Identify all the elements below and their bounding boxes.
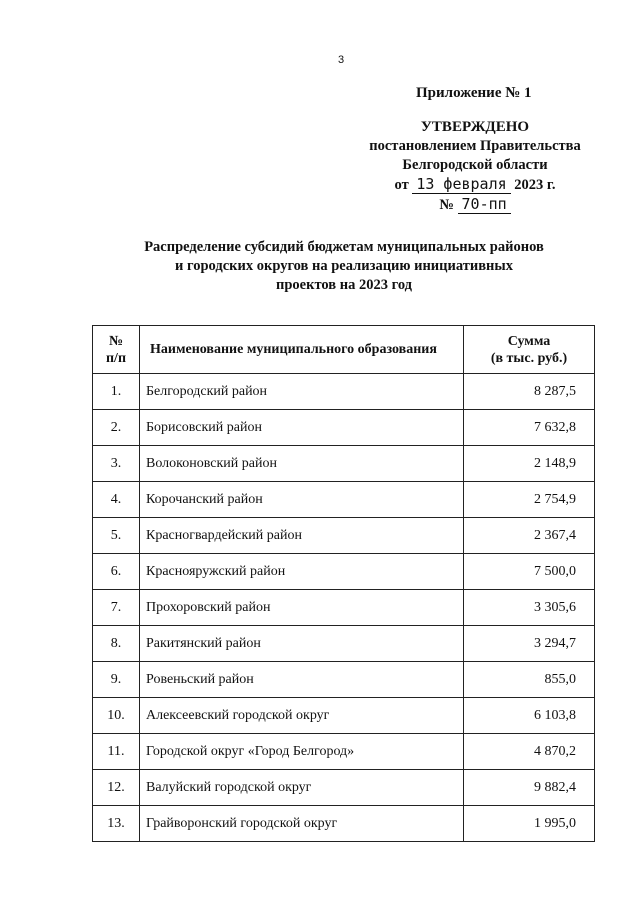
table-row (93, 518, 595, 554)
approval-date (360, 175, 590, 195)
table-row (93, 410, 595, 446)
approval-date-handwritten: 13 февраля (412, 175, 510, 194)
appendix-label: Приложение № 1 (416, 85, 532, 101)
row-sum: 855,0 (464, 662, 595, 698)
row-sum: 2 148,9 (464, 446, 595, 482)
row-name: Городской округ «Город Белгород» (140, 734, 464, 770)
approval-block (360, 118, 590, 215)
row-number: 9. (93, 662, 140, 698)
row-sum: 2 754,9 (464, 482, 595, 518)
document-title-line-2: и городских округов на реализацию инициативных (175, 258, 513, 274)
row-name: Прохоровский район (140, 590, 464, 626)
row-number: 6. (93, 554, 140, 590)
row-name: Ровеньский район (140, 662, 464, 698)
row-name: Красногвардейский район (140, 518, 464, 554)
row-number: 12. (93, 770, 140, 806)
row-name: Белгородский район (140, 374, 464, 410)
row-number: 2. (93, 410, 140, 446)
row-sum: 8 287,5 (464, 374, 595, 410)
document-title (120, 238, 568, 295)
table-row (93, 806, 595, 842)
header-number-line-1: № (108, 333, 124, 349)
row-name: Валуйский городской округ (140, 770, 464, 806)
header-number-line-2: п/п (105, 350, 127, 366)
approval-number (360, 195, 590, 215)
table-row (93, 662, 595, 698)
table-row (93, 482, 595, 518)
row-name: Корочанский район (140, 482, 464, 518)
table-row (93, 734, 595, 770)
row-name: Ракитянский район (140, 626, 464, 662)
header-sum-line-2: (в тыс. руб.) (490, 350, 568, 366)
row-name: Краснояружский район (140, 554, 464, 590)
row-number: 8. (93, 626, 140, 662)
table-row (93, 626, 595, 662)
row-name: Волоконовский район (140, 446, 464, 482)
table-header-row (93, 326, 595, 374)
row-number: 13. (93, 806, 140, 842)
row-number: 10. (93, 698, 140, 734)
row-name: Борисовский район (140, 410, 464, 446)
row-number: 11. (93, 734, 140, 770)
subsidy-table (92, 325, 595, 842)
table-row (93, 698, 595, 734)
row-sum: 3 294,7 (464, 626, 595, 662)
row-sum: 6 103,8 (464, 698, 595, 734)
row-sum: 9 882,4 (464, 770, 595, 806)
header-sum-line-1: Сумма (507, 333, 551, 349)
row-sum: 2 367,4 (464, 518, 595, 554)
header-number (93, 326, 140, 374)
row-sum: 1 995,0 (464, 806, 595, 842)
page-number: 3 (338, 54, 345, 66)
header-sum (464, 326, 595, 374)
row-name: Грайворонский городской округ (140, 806, 464, 842)
row-number: 1. (93, 374, 140, 410)
row-sum: 3 305,6 (464, 590, 595, 626)
approval-number-handwritten: 70-пп (458, 195, 511, 214)
row-sum: 4 870,2 (464, 734, 595, 770)
approval-title: УТВЕРЖДЕНО (420, 119, 530, 135)
table-row (93, 374, 595, 410)
row-name: Алексеевский городской округ (140, 698, 464, 734)
row-number: 5. (93, 518, 140, 554)
approval-line-1: постановлением Правительства (369, 138, 581, 154)
row-number: 3. (93, 446, 140, 482)
table-row (93, 770, 595, 806)
document-title-line-3: проектов на 2023 год (276, 277, 412, 293)
approval-date-prefix: от (394, 177, 409, 193)
table-row (93, 446, 595, 482)
header-name: Наименование муниципального образования (140, 326, 464, 374)
document-title-line-1: Распределение субсидий бюджетам муниципальных районов (144, 239, 544, 255)
row-sum: 7 632,8 (464, 410, 595, 446)
table-row (93, 590, 595, 626)
table-row (93, 554, 595, 590)
approval-line-2: Белгородской области (402, 157, 548, 173)
row-sum: 7 500,0 (464, 554, 595, 590)
row-number: 7. (93, 590, 140, 626)
row-number: 4. (93, 482, 140, 518)
approval-number-prefix: № (439, 197, 454, 213)
approval-date-suffix: 2023 г. (514, 177, 556, 193)
